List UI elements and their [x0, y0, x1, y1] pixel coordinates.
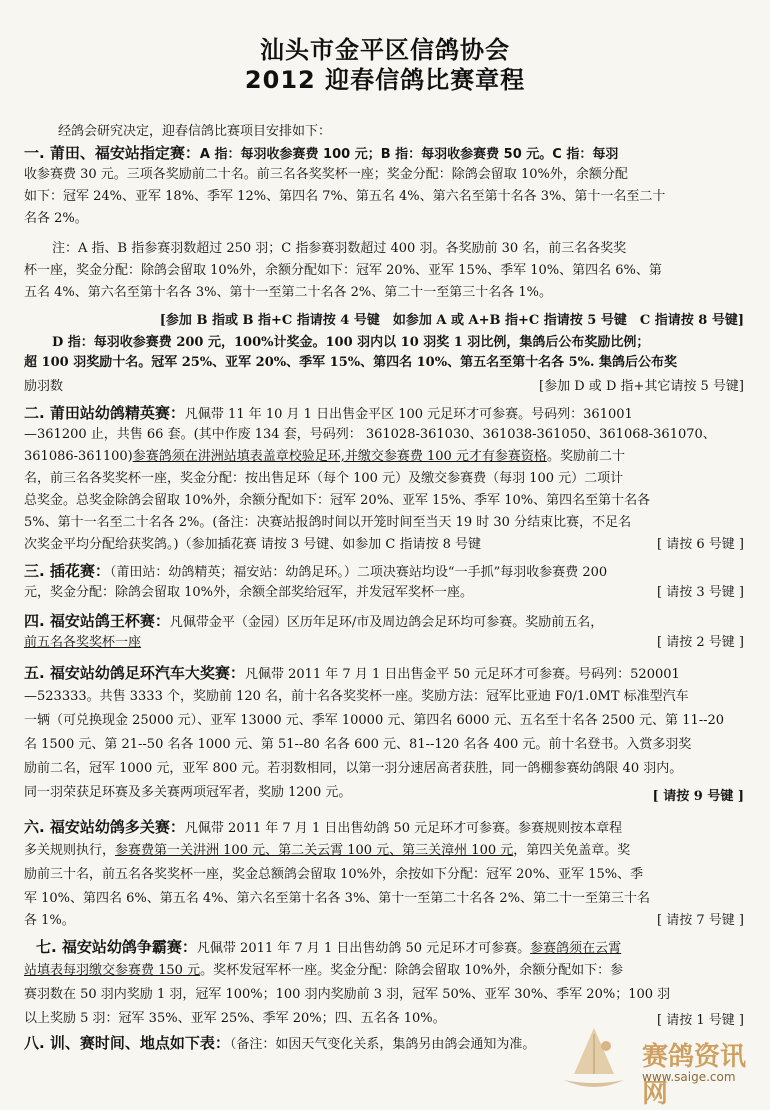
section-7-text-a: 凡佩带 2011 年 7 月 1 日出售幼鸽 50 元足环才可参赛。: [196, 941, 531, 956]
section-7-text-b: 。奖杯发冠军杯一座。奖金分配：除鸽会留取 10%外，余额分配如下：参: [200, 963, 624, 978]
section-4-line-1: [24, 612, 744, 632]
section-2-line-5: 总奖金。总奖金除鸽会留取 10%外，余额分配如下：冠军 20%、亚军 15%、季军 10%、第四名至第十名各: [24, 493, 651, 508]
section-4-text: 凡佩带金平（金园）区历年足环/市及周边鸽会足环均可参赛。奖励前五名，: [169, 615, 604, 630]
section-5-line-6: 同一羽荣获足环赛及多关赛两项冠军者，奖励 1200 元。: [24, 785, 352, 800]
section-2-line-6: 5%、第十一名至二十名各 2%。(备注：决赛站报鸽时间以开笼时间至当天 19 时 30 分结束比赛，不足名: [24, 515, 632, 530]
section-5-line-3: 一辆（可兑换现金 25000 元）、亚军 13000 元、季军 10000 元、第四名 6000 元、五名至十名各 2500 元、第 11--20: [24, 713, 725, 728]
section-3-line-1: [24, 562, 744, 582]
section-7-key-hint: [ 请按 1 号键 ]: [657, 1013, 744, 1028]
section-7-underlined-1: 参赛鸽须在云霄: [530, 941, 622, 956]
section-2-key-hint: [ 请按 6 号键 ]: [657, 537, 744, 552]
section-1-d-line-1: D 指：每羽收参赛费 200 元，100%计奖金。100 羽内以 10 羽奖 1 羽比例，集鸽后公布奖励比例；: [52, 335, 650, 350]
section-1-note-1: 注：A 指、B 指参赛羽数超过 250 羽；C 指参赛羽数超过 400 羽。各奖励前 30 名，前三名各奖奖: [52, 241, 627, 256]
section-6-text: 凡佩带 2011 年 7 月 1 日出售幼鸽 50 元足环才可参赛。参赛规则按本章程: [184, 821, 623, 836]
section-5-text: 凡佩带 2011 年 7 月 1 日出售金平 50 元足环才可参赛。号码列：520001: [244, 667, 680, 682]
section-2-line-4: 名，前三名各奖奖杯一座，奖金分配：按出售足环（每个 100 元）及缴交参赛费（每羽 100 元）二项计: [24, 471, 624, 486]
section-7-line-4: 以上奖励 5 羽：冠军 35%、亚军 25%、季军 20%；四、五名各 10%。: [24, 1011, 446, 1026]
section-4-heading: 四. 福安站鸽王杯赛：: [24, 612, 170, 630]
section-2-codes: 361086-361100): [24, 449, 133, 464]
watermark-name: 赛鸽资讯网: [642, 1042, 747, 1109]
section-7-heading: 七. 福安站幼鸽争霸赛：: [36, 938, 197, 956]
section-6-line-4: 军 10%、第四名 6%、第五名 4%、第六名至第十名各 3%、第十一至第二十名各 2%、第二十一至第三十名: [24, 891, 651, 906]
section-1-key-hint-2: [参加 D 或 D 指+其它请按 5 号键]: [539, 379, 744, 394]
pigeon-sail-icon: [554, 1024, 634, 1096]
section-6-line-2: [24, 842, 744, 860]
section-7-line-1: [36, 938, 756, 958]
section-3-key-hint: [ 请按 3 号键 ]: [657, 585, 744, 600]
intro-text: 经鸽会研究决定，迎春信鸽比赛项目安排如下：: [58, 124, 332, 139]
section-2-tail: 。奖励前二十: [546, 449, 625, 464]
section-5-line-2: —523333。共售 3333 个，奖励前 120 名，前十名各奖奖杯一座。奖励方法：冠军比亚迪 F0/1.0MT 标准型汽车: [24, 689, 689, 704]
section-1-note-2: 杯一座，奖金分配：除鸽会留取 10%外，余额分配如下：冠军 20%、亚军 15%、季军 10%、第四名 6%、第: [24, 263, 662, 278]
section-2-line-2: —361200 止，共售 66 套。(其中作废 134 套，号码列： 361028-361030、361038-361050、361068-361070、: [24, 427, 716, 442]
section-4-underlined: 前五名各奖奖杯一座: [24, 635, 142, 650]
section-1-d-line-2: 超 100 羽奖励十名。冠军 25%、亚军 20%、季军 15%、第四名 10%、第五名至第十名各 5%. 集鸽后公布奖: [24, 355, 678, 370]
section-4-key-hint: [ 请按 2 号键 ]: [657, 635, 744, 650]
section-7-line-2: [24, 962, 744, 980]
section-8-heading: 八. 训、赛时间、地点如下表：: [24, 1034, 230, 1052]
section-1-key-hint: [参加 B 指或 B 指+C 指请按 4 号键 如参加 A 或 A+B 指+C 指请按 5 号键 C 指请按 8 号键]: [159, 313, 744, 328]
section-7-underlined-2: 站填表每羽缴交参赛费 150 元: [24, 963, 201, 978]
section-1-text: A 指：每羽收参赛费 100 元；B 指：每羽收参赛费 50 元。C 指：每羽: [199, 147, 619, 162]
section-6-heading: 六. 福安站幼鸽多关赛：: [24, 818, 185, 836]
document-title: 汕头市金平区信鸽协会: [260, 36, 510, 64]
section-2-line-7: 次奖金平均分配给获奖鸽。)（参加插花赛 请按 3 号键、如参加 C 指请按 8 号键: [24, 537, 481, 552]
section-2-underlined: 参赛鸽须在汫洲站填表盖章校验足环,并缴交参赛费 100 元才有参赛资格: [132, 449, 547, 464]
watermark-logo: [548, 1024, 768, 1109]
section-1-d-text: 励羽数: [24, 379, 64, 394]
section-1-line-4: 名各 2%。: [24, 211, 88, 226]
section-6-line-3: 励前三十名，前五名各奖奖杯一座，奖金总额鸽会留取 10%外，余按如下分配：冠军 20%、亚军 15%、季: [24, 867, 644, 882]
section-6-text-b: ，第四关免盖章。奖: [513, 843, 631, 858]
section-6-line-5: 各 1%。: [24, 913, 75, 928]
section-5-line-1: [24, 664, 744, 684]
section-6-underlined: 参赛费第一关汫洲 100 元、第二关云霄 100 元、第三关漳州 100 元: [115, 843, 514, 858]
section-3-heading: 三. 插花赛：: [24, 562, 110, 580]
section-2-line-3: [24, 448, 744, 466]
section-1-line-2: 收参赛费 30 元。三项各奖励前二十名。前三名各奖奖杯一座；奖金分配：除鸽会留取 10%外，余额分配: [24, 167, 628, 182]
section-6-line-1: [24, 818, 744, 838]
section-1-line-3: 如下：冠军 24%、亚军 18%、季军 12%、第四名 7%、第五名 4%、第六名至第十名各 3%、第十一名至二十: [24, 189, 666, 204]
section-6-key-hint: [ 请按 7 号键 ]: [657, 913, 744, 928]
section-5-line-5: 励前二名，冠军 1000 元，亚军 800 元。若羽数相同，以第一羽分速居高者获胜，同一鸽棚参赛幼鸽限 40 羽内。: [24, 761, 683, 776]
section-7-line-3: 赛羽数在 50 羽内奖励 1 羽，冠军 100%；100 羽内奖励前 3 羽，冠军 50%、亚军 30%、季军 20%；100 羽: [24, 987, 671, 1002]
section-8-text: （备注：如因天气变化关系，集鸽另由鸽会通知为准。: [229, 1037, 536, 1052]
document-subtitle: 2012 迎春信鸽比赛章程: [244, 66, 526, 94]
section-2-text: 凡佩带 11 年 10 月 1 日出售金平区 100 元足环才可参赛。号码列：361001: [184, 407, 633, 422]
section-1-line-1: [24, 144, 744, 164]
section-5-line-4: 名 1500 元、第 21--50 名各 1000 元、第 51--80 名各 600 元、81--120 名各 400 元。前十名登书。入赏多羽奖: [24, 737, 692, 752]
watermark-url: www.saige.com: [642, 1070, 736, 1084]
section-3-text: （莆田站：幼鸽精英；福安站：幼鸽足环。）二项决赛站均设“一手抓”每羽收参赛费 200: [109, 565, 608, 580]
section-2-heading: 二. 莆田站幼鸽精英赛：: [24, 404, 185, 422]
section-5-heading: 五. 福安站幼鸽足环汽车大奖赛：: [24, 664, 245, 682]
section-3-line-2: 元，奖金分配：除鸽会留取 10%外，余额全部奖给冠军，并发冠军奖杯一座。: [24, 585, 474, 600]
section-2-line-1: [24, 404, 744, 424]
section-6-text-a: 多关规则执行，: [24, 843, 116, 858]
section-5-key-hint: [ 请按 9 号键 ]: [652, 789, 744, 804]
section-1-note-3: 五名 4%、第六名至第十名各 3%、第十一至第二十名各 2%、第二十一至第三十名各 1%。: [24, 285, 553, 300]
section-1-heading: 一. 莆田、福安站指定赛：: [24, 144, 200, 162]
